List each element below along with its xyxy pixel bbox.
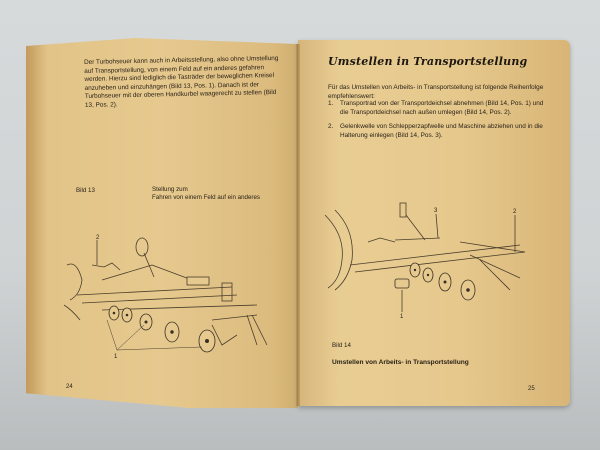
figure-13-callout-1: 1 — [114, 354, 118, 360]
step-text: Transportrad von der Transportdeichsel abnehmen (Bild 14, Pos. 1) und die Transportdeichsel nach außen umlegen (Bild 14, Pos. 2). — [340, 100, 544, 116]
figure-14-callout-2: 2 — [513, 209, 517, 215]
figure-13-caption-line1: Stellung zum — [152, 186, 188, 193]
figure-13-machine-illustration — [62, 225, 292, 365]
figure-14-callout-1: 1 — [400, 314, 404, 320]
step-number: 1. — [328, 100, 334, 107]
figure-13-number: Bild 13 — [76, 187, 95, 194]
figure-14-number: Bild 14 — [332, 342, 351, 349]
figure-14-callout-3: 3 — [434, 208, 438, 214]
rotary-tedder-drawing — [62, 225, 292, 365]
left-page-paragraph: Der Turbohseuer kann auch in Arbeitsstellung, also ohne Umstellung auf Transportstellung, von einem Feld auf ein anderes gefahren werden. Hierzu sind lediglich die Tasträder der beweglichen Kreisel anzuheben und einzuhängen (Bild 13, Pos. 1). Danach ist der Turbohseuer mit der oberen Handkurbel waagerecht zu stellen (Bild 13, Pos. 2). — [84, 54, 279, 109]
step-item — [328, 123, 553, 140]
figure-14-caption: Umstellen von Arbeits- in Transportstellung — [332, 359, 469, 366]
section-intro: Für das Umstellen von Arbeits- in Transportstellung ist folgende Reihenfolge empfehlenswert: — [328, 84, 544, 100]
figure-13-callout-2: 2 — [96, 235, 100, 241]
figure-13-caption-line2: Fahren von einem Feld auf ein anderes — [152, 194, 261, 201]
rotary-tedder-transport-drawing — [320, 200, 560, 320]
figure-14-machine-illustration — [320, 200, 560, 320]
step-number: 2. — [328, 123, 334, 131]
step-text: Gelenkwelle von Schlepperzapfwelle und Maschine abziehen und in die Halterung einlegen (Bild 14, Pos. 3). — [340, 123, 543, 139]
right-page-number: 25 — [528, 386, 535, 392]
section-heading: Umstellen in Transportstellung — [328, 55, 528, 68]
book-gutter — [296, 44, 300, 406]
steps-list — [328, 100, 553, 146]
step-item — [328, 100, 553, 117]
left-page-number: 24 — [66, 384, 73, 390]
